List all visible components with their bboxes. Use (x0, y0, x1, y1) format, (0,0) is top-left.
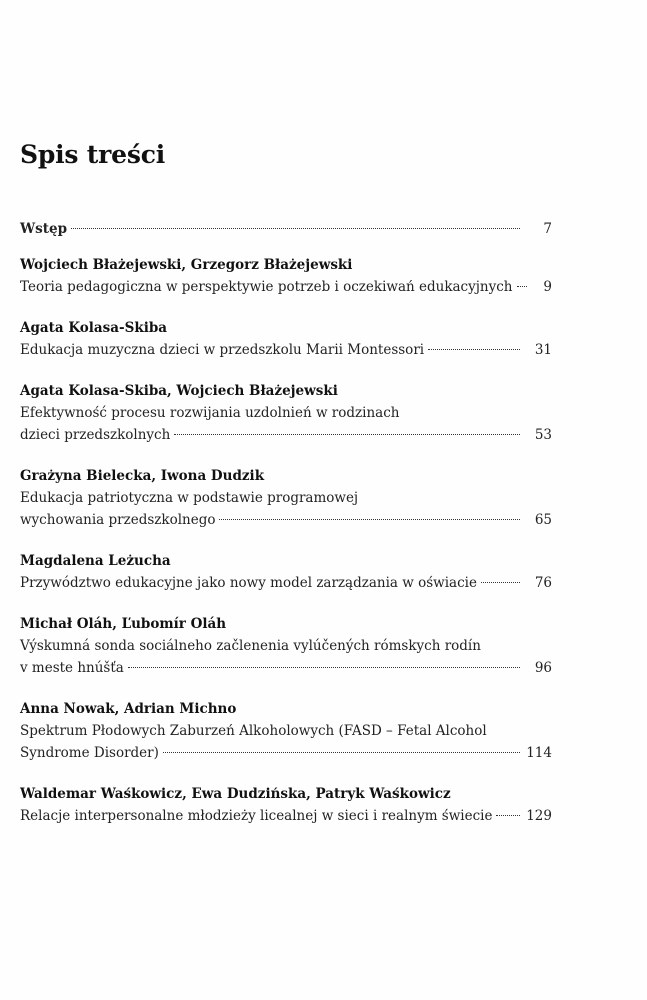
entry-title: Teoria pedagogiczna w perspektywie potrzeb i oczekiwań edukacyjnych (20, 279, 513, 295)
toc-entry (20, 613, 552, 679)
entry-title-line-1: Edukacja patriotyczna w podstawie programowej (20, 490, 359, 506)
page-number: 65 (534, 512, 552, 528)
table-of-contents (20, 218, 552, 846)
entry-title-line-1: Spektrum Płodowych Zaburzeń Alkoholowych (FASD – Fetal Alcohol (20, 723, 487, 739)
leader-dots (71, 228, 520, 229)
entry-title: Edukacja muzyczna dzieci w przedszkolu Marii Montessori (20, 342, 425, 358)
entry-title-line-2: wychowania przedszkolnego (20, 512, 216, 528)
toc-line (20, 339, 552, 361)
page-title: Spis treści (20, 140, 166, 169)
leader-dots (219, 519, 520, 520)
toc-entry (20, 380, 552, 446)
leader-dots (428, 349, 520, 350)
entry-authors: Anna Nowak, Adrian Michno (20, 701, 237, 717)
page-number: 53 (534, 427, 552, 443)
toc-entry (20, 317, 552, 361)
toc-intro-entry (20, 218, 552, 240)
entry-title-line-2: dzieci przedszkolnych (20, 427, 171, 443)
leader-dots (517, 286, 527, 287)
entry-authors: Michał Oláh, Ľubomír Oláh (20, 616, 227, 632)
leader-dots (163, 752, 520, 753)
toc-line (20, 218, 552, 240)
entry-title-line-2: v meste hnúšťa (20, 660, 124, 676)
entry-authors: Agata Kolasa-Skiba, Wojciech Błażejewski (20, 383, 338, 399)
toc-line (20, 509, 552, 531)
toc-line (20, 424, 552, 446)
page-number: 114 (526, 745, 552, 761)
entry-authors: Grażyna Bielecka, Iwona Dudzik (20, 468, 265, 484)
toc-line (20, 572, 552, 594)
entry-authors: Waldemar Waśkowicz, Ewa Dudzińska, Patryk Waśkowicz (20, 786, 451, 802)
toc-entry (20, 465, 552, 531)
toc-entry (20, 698, 552, 764)
entry-title: Przywództwo edukacyjne jako nowy model zarządzania w oświacie (20, 575, 477, 591)
toc-line (20, 742, 552, 764)
page-number: 9 (543, 279, 552, 295)
entry-title-line-2: Syndrome Disorder) (20, 745, 159, 761)
intro-title: Wstęp (20, 221, 68, 237)
entry-title-line-1: Efektywność procesu rozwijania uzdolnień w rodzinach (20, 405, 400, 421)
page-number: 96 (534, 660, 552, 676)
page-number: 7 (543, 221, 552, 237)
page-number: 76 (534, 575, 552, 591)
leader-dots (481, 582, 520, 583)
entry-title-line-1: Výskumná sonda sociálneho začlenenia vylúčených rómskych rodín (20, 638, 481, 654)
toc-entry (20, 254, 552, 298)
entry-authors: Agata Kolasa-Skiba (20, 320, 168, 336)
toc-line (20, 657, 552, 679)
page-number: 31 (534, 342, 552, 358)
toc-line (20, 805, 552, 827)
leader-dots (496, 815, 520, 816)
entry-title: Relacje interpersonalne młodzieży licealnej w sieci i realnym świecie (20, 808, 493, 824)
entry-authors: Magdalena Leżucha (20, 553, 171, 569)
toc-entry (20, 783, 552, 827)
leader-dots (128, 667, 520, 668)
toc-entry (20, 550, 552, 594)
toc-line (20, 276, 552, 298)
leader-dots (174, 434, 520, 435)
entry-authors: Wojciech Błażejewski, Grzegorz Błażejewski (20, 257, 353, 273)
page-number: 129 (526, 808, 552, 824)
